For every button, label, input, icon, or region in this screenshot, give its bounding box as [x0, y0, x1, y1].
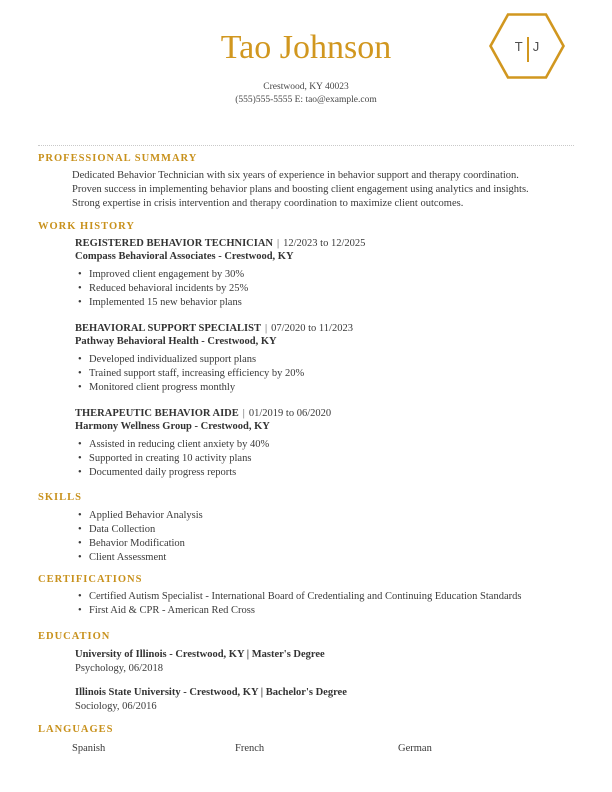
job-dates: 07/2020 to 11/2023 — [271, 323, 353, 334]
job-bullet-list — [78, 268, 547, 310]
job-role: THERAPEUTIC BEHAVIOR AIDE — [75, 408, 239, 419]
certification-item: • Certified Autism Specialist - International Board of Credentialing and Continuing Education Standards — [78, 590, 547, 604]
summary-text: Dedicated Behavior Technician with six years of experience in behavior support and therapy coordination. Proven success in implementing behavior plans and boosting client engagement using analytics and insights. Strong expertise in crisis intervention and therapy coordination to maximize client outcomes. — [72, 170, 529, 209]
language-item: French — [235, 743, 265, 754]
languages-row — [72, 742, 552, 756]
job-role: BEHAVIORAL SUPPORT SPECIALIST — [75, 323, 261, 334]
section-title-work-history: WORK HISTORY — [38, 221, 135, 232]
monogram-badge — [489, 13, 565, 79]
job-company: Harmony Wellness Group - Crestwood, KY — [75, 421, 270, 432]
language-item: Spanish — [72, 743, 106, 754]
job-entry — [0, 237, 612, 310]
education-detail: Psychology, 06/2018 — [75, 663, 163, 674]
job-title-line — [75, 237, 552, 250]
contact-address: Crestwood, KY 40023 — [263, 82, 349, 92]
contact-phone-email: (555)555-5555 E: tao@example.com — [235, 95, 377, 105]
skills-list — [78, 509, 547, 565]
job-title-line — [75, 322, 552, 335]
contact-info — [38, 81, 574, 107]
job-bullet: • Supported in creating 10 activity plans — [78, 452, 547, 466]
role-date-separator: | — [242, 408, 245, 419]
role-date-separator: | — [264, 323, 268, 334]
job-company: Pathway Behavioral Health - Crestwood, KY — [75, 336, 277, 347]
job-title-line — [75, 407, 552, 420]
monogram-letters — [489, 13, 565, 79]
job-bullet: • Reduced behavioral incidents by 25% — [78, 282, 547, 296]
certifications-list — [78, 590, 547, 618]
monogram-divider — [527, 37, 529, 62]
role-date-separator: | — [277, 238, 280, 249]
education-entry — [0, 686, 612, 714]
monogram-initial-right: J — [532, 38, 540, 54]
job-bullet: • Implemented 15 new behavior plans — [78, 296, 547, 310]
language-item: German — [398, 743, 432, 754]
job-bullet: • Trained support staff, increasing efficiency by 20% — [78, 367, 547, 381]
job-bullet-list — [78, 353, 547, 395]
job-bullet: • Documented daily progress reports — [78, 466, 547, 480]
education-school-line: Illinois State University - Crestwood, KY | Bachelor's Degree — [75, 687, 347, 698]
section-title-summary: PROFESSIONAL SUMMARY — [38, 153, 198, 164]
job-bullet: • Assisted in reducing client anxiety by 40% — [78, 438, 547, 452]
certification-item: • First Aid & CPR - American Red Cross — [78, 604, 547, 618]
section-title-education: EDUCATION — [38, 631, 111, 642]
skill-item: • Behavior Modification — [78, 537, 547, 551]
job-bullet: • Improved client engagement by 30% — [78, 268, 547, 282]
education-school-line: University of Illinois - Crestwood, KY | Master's Degree — [75, 649, 325, 660]
job-bullet: • Developed individualized support plans — [78, 353, 547, 367]
skill-item: • Applied Behavior Analysis — [78, 509, 547, 523]
job-bullet: • Monitored client progress monthly — [78, 381, 547, 395]
job-dates: 01/2019 to 06/2020 — [248, 408, 332, 419]
job-entry — [0, 322, 612, 395]
candidate-name: Tao Johnson — [220, 29, 392, 66]
education-detail: Sociology, 06/2016 — [75, 701, 157, 712]
job-entry — [0, 407, 612, 480]
job-dates: 12/2023 to 12/2025 — [283, 238, 366, 249]
skill-item: • Data Collection — [78, 523, 547, 537]
job-role: REGISTERED BEHAVIOR TECHNICIAN — [75, 238, 273, 249]
section-title-certifications: CERTIFICATIONS — [38, 574, 143, 585]
section-title-languages: LANGUAGES — [38, 724, 114, 735]
education-entry — [0, 648, 612, 676]
skill-item: • Client Assessment — [78, 551, 547, 565]
job-company: Compass Behavioral Associates - Crestwood, KY — [75, 251, 294, 262]
resume-header — [38, 0, 574, 146]
monogram-initial-left: T — [514, 38, 523, 54]
section-title-skills: SKILLS — [38, 492, 82, 503]
job-bullet-list — [78, 438, 547, 480]
